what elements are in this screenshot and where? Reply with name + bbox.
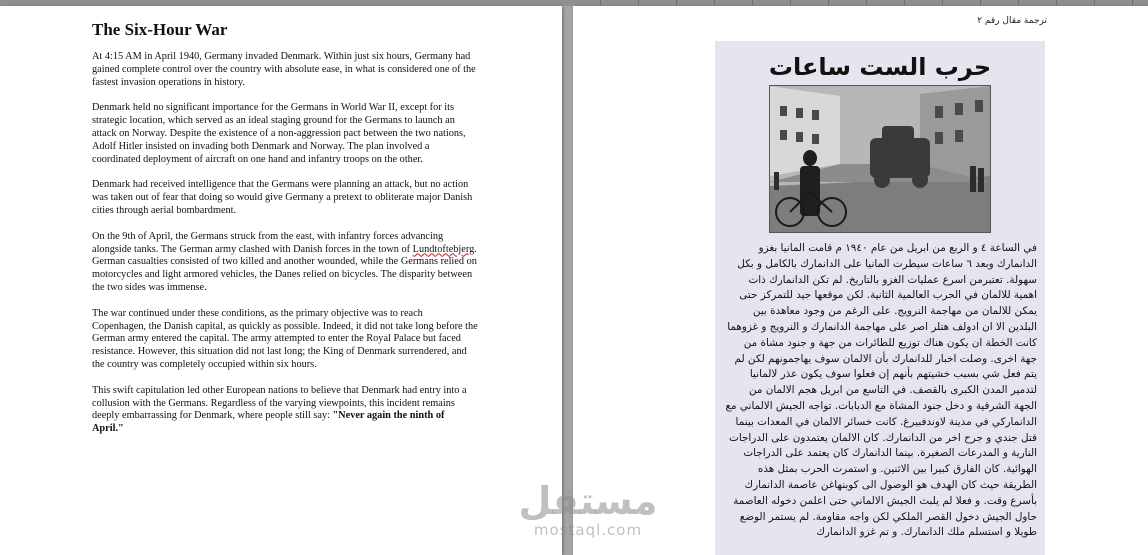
- document-page-english: [0, 6, 562, 555]
- article-photo-armored-car: [769, 85, 991, 233]
- english-article-body: [92, 51, 478, 449]
- closing-quote: "Never again the ninth of April.": [92, 410, 445, 435]
- english-paragraph-1: At 4:15 AM in April 1940, Germany invaded Denmark. Within just six hours, Germany had gained complete control over the country with absolute ease, in what is considered one of the fastest invasion operations in history.: [92, 51, 476, 88]
- english-paragraph-4-part-a: On the 9th of April, the Germans struck from the east, with infantry forces advancing alongside tanks. The German army clashed with Danish forces in the town of: [92, 230, 444, 255]
- site-watermark: [478, 480, 698, 538]
- arabic-article-title: حرب الست ساعات: [768, 53, 992, 81]
- arabic-article-panel: [715, 41, 1045, 555]
- document-page-arabic: [573, 6, 1148, 555]
- watermark-arabic: مستقل: [518, 479, 658, 523]
- english-paragraph-5: The war continued under these conditions, as the primary objective was to reach Copenhagen, the Danish capital, as quickly as possible. Indeed, it did not take long before the German army entered the capital. The army attempted to enter the Royal Palace but faced resistance. However, this situation did not last long; the King of Denmark surrendered, and the country was completely occupied within six hours.: [92, 307, 478, 370]
- english-paragraph-6: [92, 385, 478, 436]
- english-paragraph-3: Denmark had received intelligence that the Germans were planning an attack, but no action was taken out of fear that doing so would give Germany a pretext to obliterate major Danish cities through aerial bombardment.: [92, 179, 473, 216]
- arabic-page-header: ترجمة مقال رقم ٢: [977, 16, 1047, 26]
- english-paragraph-4-part-b: . German casualties consisted of two killed and another wounded, while the Germans relied on motorcycles and light armored vehicles, the Danes relied on bicycles. The disparity between the two sides was immense.: [92, 243, 477, 293]
- english-paragraph-4: [92, 231, 478, 295]
- english-paragraph-6-text: This swift capitulation led other European nations to believe that Denmark had entry into a collusion with the Germans. Regardless of the varying viewpoints, this incident remains deeply embarrassing for Denmark, where people still say:: [92, 384, 467, 422]
- photo-illustration: [770, 86, 990, 232]
- english-paragraph-2: Denmark held no significant importance for the Germans in World War II, except for its strategic location, which served as an ideal staging ground for the Germans to launch an attack on Norway. Despite the existence of a non-aggression pact between the two nations, Adolf Hitler insisted on invading both Denmark and Norway. The plan involved a coordinated deployment of aircraft on one hand and infantry troops on the other.: [92, 102, 466, 165]
- english-article-title: The Six-Hour War: [92, 20, 228, 39]
- watermark-latin: mostaql.com: [533, 521, 643, 539]
- arabic-article-text: في الساعة ٤ و الربع من ابريل من عام ١٩٤٠ م قامت المانيا بغزو الدانمارك وبعد ٦ ساعات سيطرت المانيا على الدانمارك بالكامل و بكل سهولة. تعتبرمن اسرع عمليات الغزو بالتاريخ. لم تكن الدانمارك ذات اهمية للالمان في الحرب العالمية الثانية. لكن موقعها جيد للتمركز حتى يمكن للالمان من مهاجمة النرويج. على الرغم من وجود معاهدة بين البلدين الا ان ادولف هتلر اصر على مهاجمة الدانمارك و النرويج و غزوهما كانت الخطة ان يكون هناك توزيع للطائرات من جهة و جنود مشاة من جهة اخرى. وصلت اخبار للدانمارك بأن الالمان سوف يهاجمونهم لكن لم يتم فعل شي بسبب خشيتهم بأنهم إن فعلوا سوف يكون عذر لالمانيا لتدمير المدن الكبرى بالقصف. في التاسع من ابريل هجم الالمان من الجهة الشرقية و دخل جنود المشاة مع الدبابات. تواجه الجيش الالماني مع الدانماركي في مدينة لاوندفبيرغ. كانت خسائر الالمان في المعدات بينما قتل جندي و جرح اخر من الدانمارك. كان الالمان يعتمدون على الدراجات النارية و المدرعات الصغيرة. بينما الدانمارك كان يعتمد على الدراجات الهوائية. كان الفارق كبيرا بين الاثنين. و استمرت الحرب بمثل هذه الطريقة حيث كان الهدف هو الوصول الى كوبنهاغن عاصمة الدانمارك بأسرع وقت. و فعلا لم يلبث الجيش الالماني حتى اعلمن دخوله العاصمة حاول الجيش دخول القصر الملكي لكن واجه مقاومة. لم يستمر الوضع طويلا و استسلم ملك الدانمارك. و تم غزو الدانمارك: [725, 242, 1037, 539]
- town-name-spellcheck: Lundtoftebjerg: [412, 243, 475, 255]
- arabic-article-body: [725, 241, 1037, 541]
